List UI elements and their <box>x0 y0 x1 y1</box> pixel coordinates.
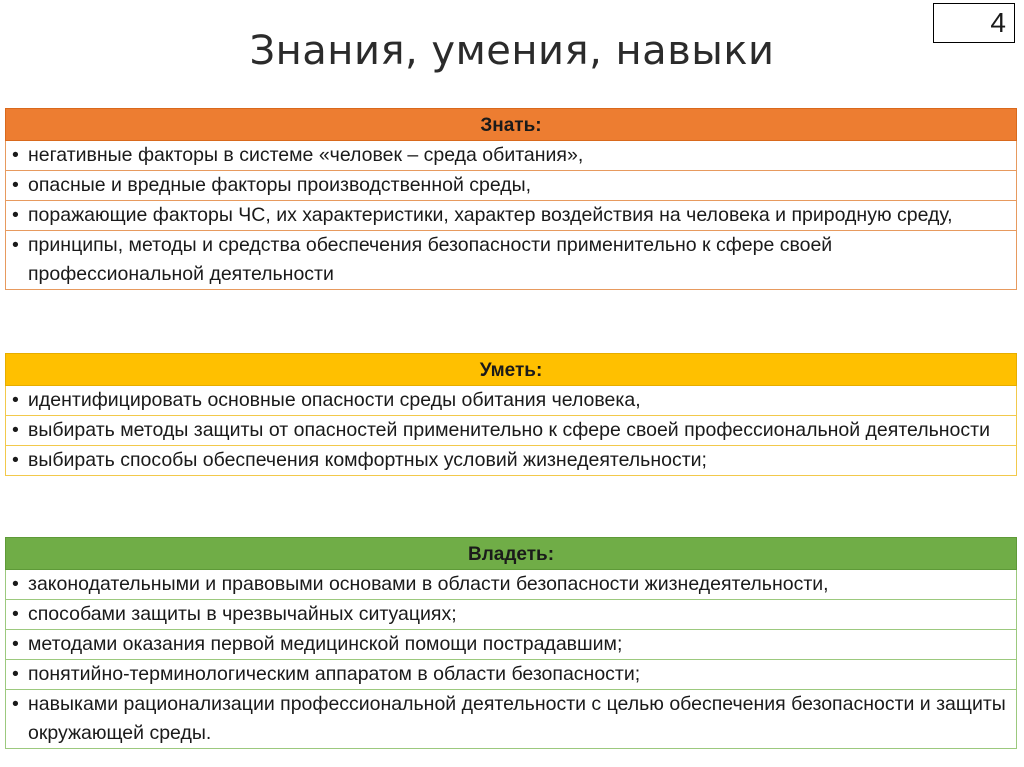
own-item-text: способами защиты в чрезвычайных ситуациях; <box>28 603 457 625</box>
bullet-icon: • <box>12 663 19 685</box>
own-table <box>5 537 1017 749</box>
bullet-icon: • <box>12 234 19 256</box>
own-item-text: понятийно-терминологическим аппаратом в области безопасности; <box>28 663 641 685</box>
know-item-text: негативные факторы в системе «человек – среда обитания», <box>28 144 584 166</box>
own-item <box>5 660 1017 690</box>
know-table <box>5 108 1017 290</box>
can-item <box>5 416 1017 446</box>
know-item <box>5 201 1017 231</box>
bullet-icon: • <box>12 449 19 471</box>
can-header: Уметь: <box>5 353 1017 386</box>
own-item-text: законодательными и правовыми основами в области безопасности жизнедеятельности, <box>28 573 829 595</box>
know-item <box>5 231 1017 290</box>
know-header: Знать: <box>5 108 1017 141</box>
own-item <box>5 570 1017 600</box>
bullet-icon: • <box>12 603 19 625</box>
can-item-text: выбирать методы защиты от опасностей применительно к сфере своей профессиональной деятельности <box>28 419 990 441</box>
own-item <box>5 630 1017 660</box>
own-item <box>5 600 1017 630</box>
bullet-icon: • <box>12 204 19 226</box>
can-item-text: идентифицировать основные опасности среды обитания человека, <box>28 389 641 411</box>
bullet-icon: • <box>12 633 19 655</box>
know-item <box>5 171 1017 201</box>
bullet-icon: • <box>12 174 19 196</box>
know-item-text: поражающие факторы ЧС, их характеристики, характер воздействия на человека и природную среду, <box>28 204 953 226</box>
know-item-text: принципы, методы и средства обеспечения безопасности применительно к сфере своей профессиональной деятельности <box>28 234 833 285</box>
can-item-text: выбирать способы обеспечения комфортных условий жизнедеятельности; <box>28 449 707 471</box>
bullet-icon: • <box>12 573 19 595</box>
know-item-text: опасные и вредные факторы производственной среды, <box>28 174 532 196</box>
can-item <box>5 446 1017 476</box>
bullet-icon: • <box>12 419 19 441</box>
own-item-text: методами оказания первой медицинской помощи пострадавшим; <box>28 633 623 655</box>
can-table <box>5 353 1017 476</box>
bullet-icon: • <box>12 144 19 166</box>
own-item <box>5 690 1017 749</box>
bullet-icon: • <box>12 693 19 715</box>
bullet-icon: • <box>12 389 19 411</box>
slide-title: Знания, умения, навыки <box>249 28 775 74</box>
slide-number: 4 <box>933 3 1015 43</box>
own-header: Владеть: <box>5 537 1017 570</box>
know-item <box>5 141 1017 171</box>
own-item-text: навыками рационализации профессиональной деятельности с целью обеспечения безопасности и защиты окружающей среды. <box>28 693 1006 744</box>
can-item <box>5 386 1017 416</box>
